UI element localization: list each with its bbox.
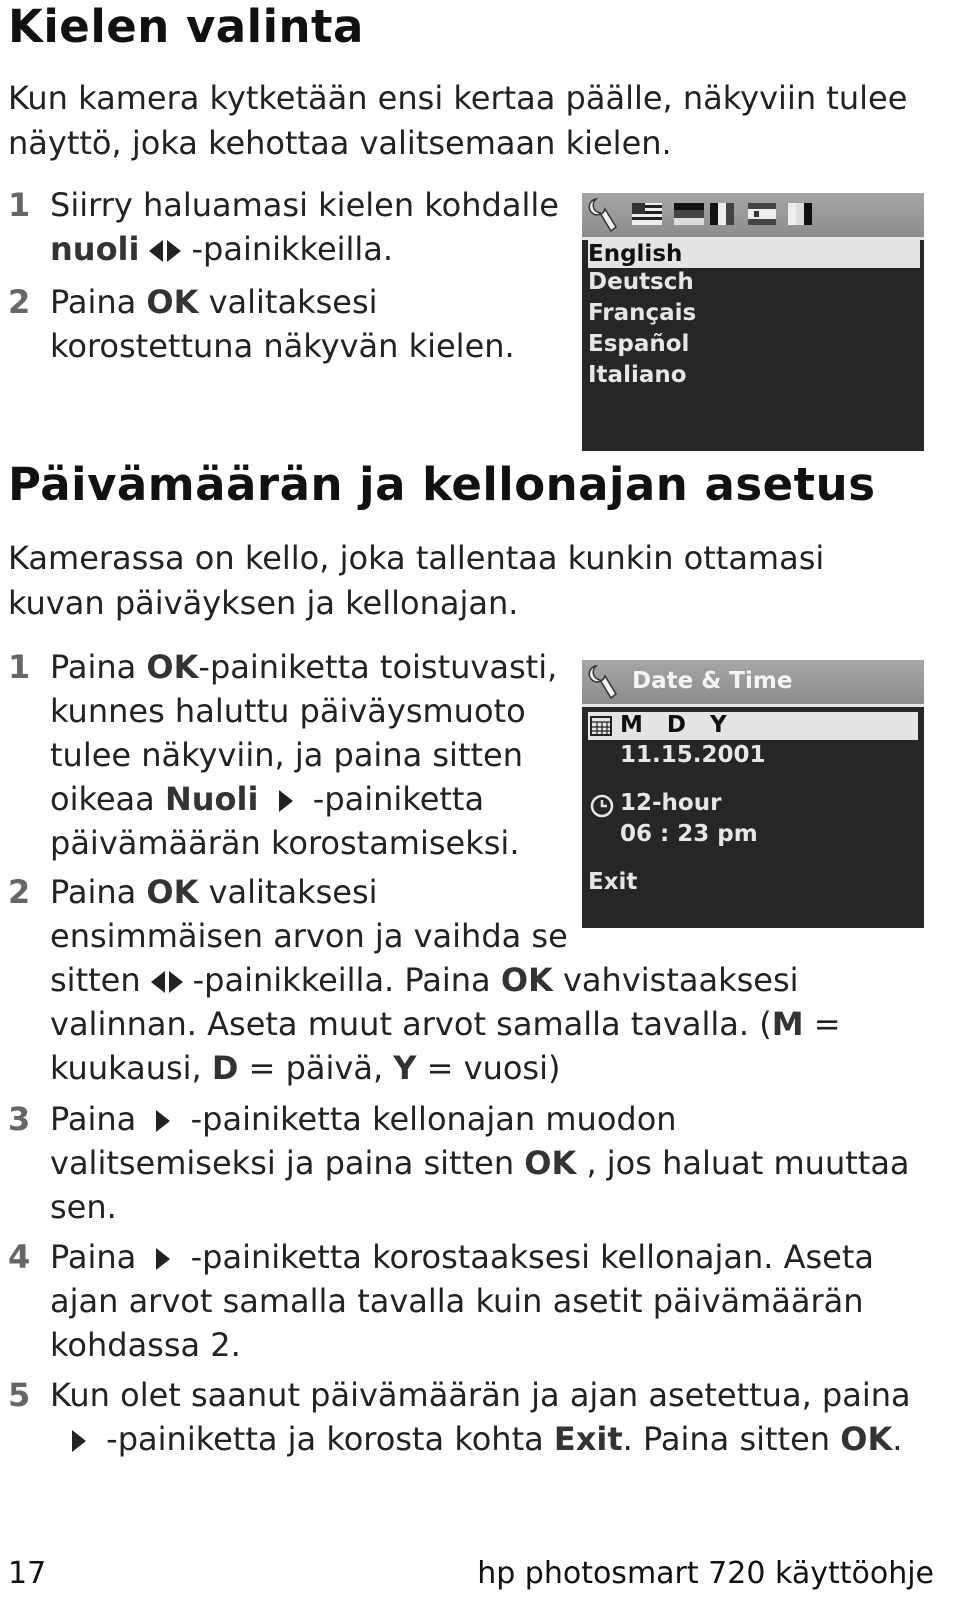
flag-es-icon <box>748 203 776 225</box>
step-text: korostettuna näkyvän kielen. <box>50 327 515 365</box>
wrench-icon <box>588 664 618 700</box>
step-text: Paina <box>50 873 137 911</box>
language-option-english[interactable]: English <box>588 240 920 268</box>
step-number: 2 <box>8 283 31 321</box>
step-text: , jos haluat muuttaa <box>586 1144 910 1182</box>
keyword-exit: Exit <box>553 1420 623 1458</box>
date-format-label: M D Y <box>620 712 727 738</box>
screen-title: Date & Time <box>632 668 793 694</box>
step-text: valitaksesi <box>208 873 378 911</box>
step-text: vahvistaaksesi <box>562 961 799 999</box>
keyword-ok: OK <box>524 1144 577 1182</box>
step-1 <box>8 645 568 865</box>
page-number: 17 <box>8 1556 47 1591</box>
language-option-francais[interactable]: Français <box>588 300 697 326</box>
calendar-icon <box>590 716 612 736</box>
step-number: 1 <box>8 186 31 224</box>
step-4 <box>8 1235 928 1367</box>
section-title-date-time: Päivämäärän ja kellonajan asetus <box>8 458 876 511</box>
right-arrow-icon <box>279 777 293 821</box>
step-text: valinnan. Aseta muut arvot samalla tavalla. ( <box>50 1005 772 1043</box>
step-text: päivämäärän korostamiseksi. <box>50 824 520 862</box>
keyword-ok: OK <box>146 283 199 321</box>
step-text: Paina <box>50 283 137 321</box>
step-3 <box>8 1097 928 1229</box>
step-number: 3 <box>8 1100 31 1138</box>
step-text: -painiketta <box>312 780 485 818</box>
step-text: Kun olet saanut päivämäärän ja ajan asetettua, paina <box>50 1376 911 1414</box>
date-time-screen-separator <box>582 704 924 707</box>
step-number: 2 <box>8 873 31 911</box>
clock-icon <box>590 794 614 818</box>
step-text: ajan arvot samalla tavalla kuin asetit päivämäärän <box>50 1282 864 1320</box>
right-arrow-icon <box>156 1097 170 1141</box>
left-right-arrow-icon <box>151 958 183 1002</box>
exit-option[interactable]: Exit <box>588 869 638 895</box>
keyword-nuoli: Nuoli <box>164 780 259 818</box>
intro-line: kuvan päiväyksen ja kellonajan. <box>8 584 519 622</box>
keyword-nuoli: nuoli <box>50 230 140 268</box>
keyword-y: Y <box>393 1049 417 1087</box>
step-text: sen. <box>50 1188 117 1226</box>
flag-fr-icon <box>710 203 734 225</box>
flag-us-icon <box>632 203 662 225</box>
intro-line: näyttö, joka kehottaa valitsemaan kielen. <box>8 124 672 162</box>
step-text: = <box>813 1005 841 1043</box>
date-format-row[interactable] <box>588 712 918 740</box>
left-right-arrow-icon <box>149 227 181 271</box>
wrench-icon <box>588 197 618 233</box>
date-time-screen-header <box>582 660 924 704</box>
keyword-ok: OK <box>840 1420 893 1458</box>
section-title-language: Kielen valinta <box>8 0 364 53</box>
step-1 <box>8 183 568 271</box>
step-5 <box>8 1373 938 1461</box>
step-text: tulee näkyviin, ja paina sitten <box>50 736 523 774</box>
step-text: -painikkeilla. <box>191 230 394 268</box>
step-text: valitsemiseksi ja paina sitten <box>50 1144 515 1182</box>
keyword-ok: OK <box>500 961 553 999</box>
step-text: . <box>892 1420 903 1458</box>
step-text: ensimmäisen arvon ja vaihda se <box>50 917 568 955</box>
date-value[interactable]: 11.15.2001 <box>620 742 766 768</box>
step-text: -painiketta korostaaksesi kellonajan. Aseta <box>190 1238 874 1276</box>
step-text: Paina <box>50 1100 137 1138</box>
keyword-ok: OK <box>146 873 199 911</box>
intro-line: Kun kamera kytketään ensi kertaa päälle, näkyviin tulee <box>8 79 908 117</box>
clock-format-value[interactable]: 12-hour <box>620 790 722 816</box>
step-text: -painiketta kellonajan muodon <box>190 1100 677 1138</box>
step-text: kunnes haluttu päiväysmuoto <box>50 692 526 730</box>
keyword-ok: OK <box>146 648 199 686</box>
step-text: kohdassa 2. <box>50 1326 241 1364</box>
step-text: Siirry haluamasi kielen kohdalle <box>50 186 559 224</box>
step-text: sitten <box>50 961 141 999</box>
flag-it-icon <box>788 203 812 225</box>
intro-line: Kamerassa on kello, joka tallentaa kunkin ottamasi <box>8 539 825 577</box>
flag-de-icon <box>674 203 704 225</box>
step-text: -painiketta toistuvasti, <box>198 648 558 686</box>
step-number: 4 <box>8 1238 31 1276</box>
step-text: oikeaa <box>50 780 155 818</box>
step-2 <box>8 280 568 368</box>
step-text: -painiketta ja korosta kohta <box>106 1420 544 1458</box>
language-option-deutsch[interactable]: Deutsch <box>588 269 694 295</box>
keyword-m: M <box>771 1005 804 1043</box>
step-text: kuukausi, <box>50 1049 202 1087</box>
step-text: -painikkeilla. Paina <box>192 961 491 999</box>
date-time-screen <box>582 660 924 928</box>
step-text: valitaksesi <box>208 283 378 321</box>
language-screen-header <box>582 193 924 237</box>
right-arrow-icon <box>72 1417 86 1461</box>
keyword-d: D <box>211 1049 239 1087</box>
intro-paragraph <box>8 536 824 626</box>
step-text: = päivä, <box>248 1049 384 1087</box>
right-arrow-icon <box>156 1235 170 1279</box>
language-screen <box>582 193 924 451</box>
intro-paragraph <box>8 76 907 166</box>
time-value[interactable]: 06 : 23 pm <box>620 821 758 847</box>
step-text: = vuosi) <box>426 1049 561 1087</box>
manual-title: hp photosmart 720 käyttöohje <box>477 1556 934 1591</box>
step-text: Paina <box>50 1238 137 1276</box>
step-text: Paina <box>50 648 137 686</box>
step-number: 5 <box>8 1376 31 1414</box>
language-option-espanol[interactable]: Español <box>588 331 690 357</box>
language-option-italiano[interactable]: Italiano <box>588 362 687 388</box>
step-text: . Paina sitten <box>622 1420 831 1458</box>
step-number: 1 <box>8 648 31 686</box>
